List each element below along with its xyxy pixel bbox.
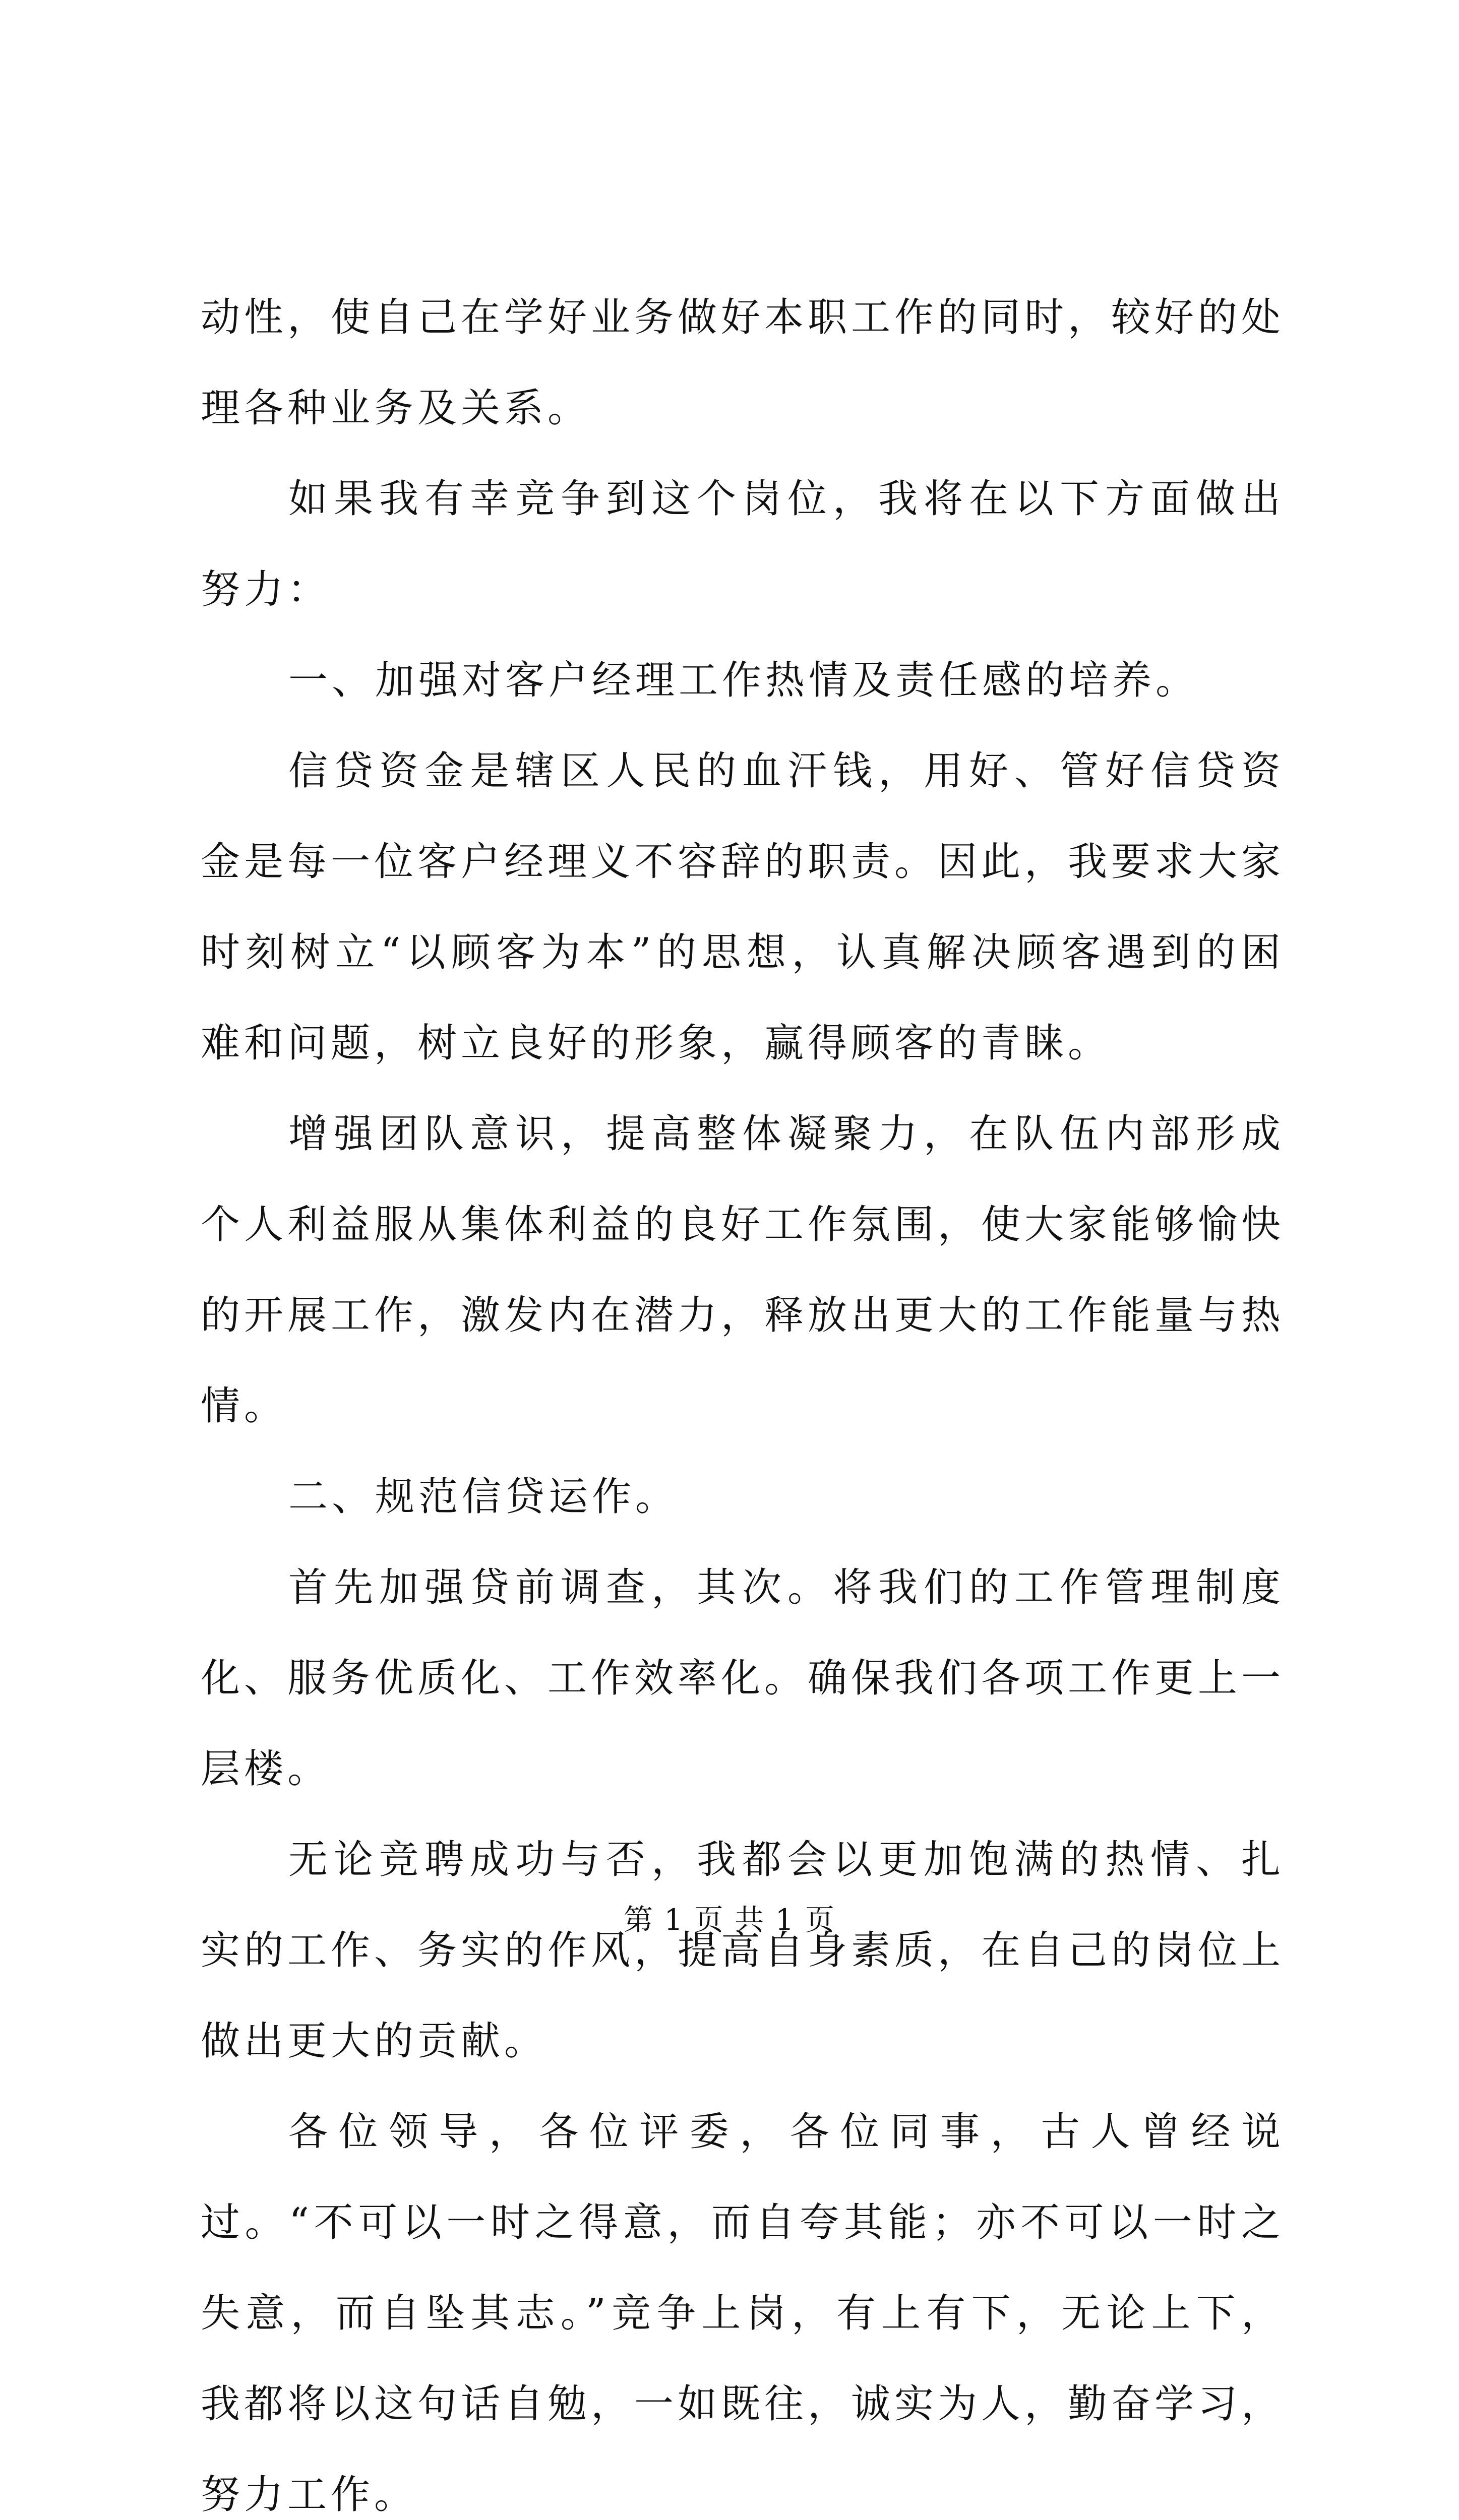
paragraph-1: 动性，使自己在学好业务做好本职工作的同时，较好的处理各种业务及关系。 — [201, 295, 1285, 431]
page-number-footer: 第 1 页 共 1 页 — [624, 1903, 835, 1937]
paragraph-6: 二、规范信贷运作。 — [288, 1474, 679, 1520]
paragraph-4: 信贷资金是辖区人民的血汗钱，用好、管好信贷资金是每一位客户经理义不容辞的职责。因此，我要求大家时刻树立“以顾客为本”的思想，认真解决顾客遇到的困难和问题，树立良好的形象，赢得顾客的青睐。 — [201, 748, 1285, 1066]
document-body — [201, 272, 1285, 2520]
paragraph-5: 增强团队意识，提高整体凝聚力，在队伍内部形成个人利益服从集体利益的良好工作氛围，使大家能够愉快的开展工作，激发内在潜力，释放出更大的工作能量与热情。 — [201, 1111, 1285, 1429]
paragraph-7: 首先加强贷前调查，其次。将我们的工作管理制度化、服务优质化、工作效率化。确保我们各项工作更上一层楼。 — [201, 1565, 1285, 1792]
paragraph-9: 各位领导，各位评委，各位同事，古人曾经说过。“不可以一时之得意，而自夸其能；亦不可以一时之失意，而自坠其志。”竞争上岗，有上有下，无论上下，我都将以这句话自勉，一如既往，诚实为人，勤奋学习，努力工作。 — [201, 2109, 1285, 2517]
paragraph-8: 无论竞聘成功与否，我都会以更加饱满的热情、扎实的工作、务实的作风，提高自身素质，在自己的岗位上做出更大的贡献。 — [201, 1837, 1285, 2064]
paragraph-2: 如果我有幸竞争到这个岗位，我将在以下方面做出努力： — [201, 476, 1285, 612]
paragraph-3: 一、加强对客户经理工作热情及责任感的培养。 — [288, 658, 1199, 703]
